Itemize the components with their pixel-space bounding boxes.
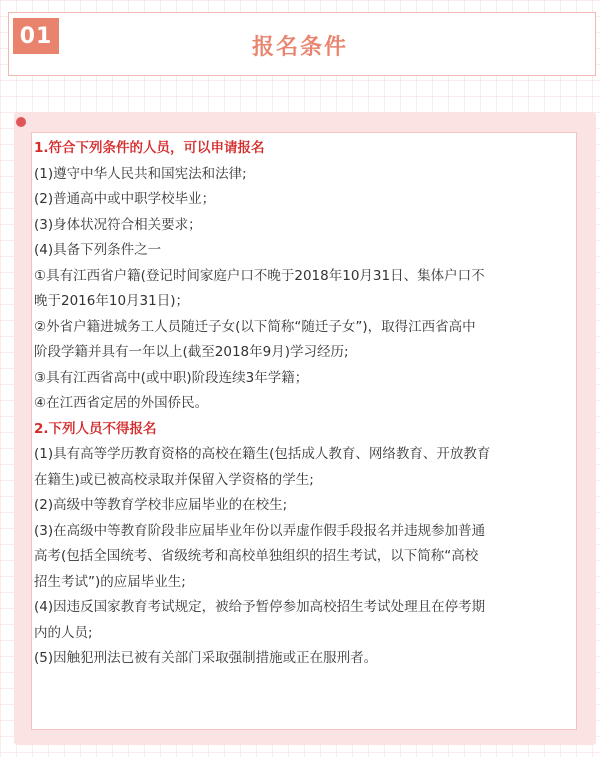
section-title: 报名条件: [251, 35, 348, 60]
text-line: (4)因违反国家教育考试规定，被给予暂停参加高校招生考试处理且在停考期: [34, 599, 486, 615]
text-line: 高考(包括全国统考、省级统考和高校单独组织的招生考试，以下简称“高校: [34, 548, 479, 564]
text-line: ④在江西省定居的外国侨民。: [34, 395, 209, 411]
text-line: ②外省户籍进城务工人员随迁子女(以下简称“随迁子女”)，取得江西省高中: [34, 318, 476, 335]
text-line: (5)因触犯刑法已被有关部门采取强制措施或正在服刑者。: [34, 650, 378, 666]
text-line: 阶段学籍并具有一年以上(截至2018年9月)学习经历;: [34, 344, 349, 360]
section-heading: 1.符合下列条件的人员，可以申请报名: [34, 140, 265, 156]
text-line: 内的人员;: [34, 624, 93, 641]
bullet-dot-icon: [16, 117, 26, 127]
text-line: ①具有江西省户籍(登记时间家庭户口不晚于2018年10月31日、集体户口不: [34, 267, 485, 284]
section-heading: 2.下列人员不得报名: [34, 420, 157, 437]
text-line: 晚于2016年10月31日)；: [34, 293, 189, 309]
text-line: 在籍生)或已被高校录取并保留入学资格的学生;: [34, 471, 314, 488]
text-line: 招生考试”)的应届毕业生;: [34, 573, 186, 590]
text-line: (3)身体状况符合相关要求；: [34, 216, 202, 233]
requirements-text: [34, 136, 578, 672]
text-line: (1)遵守中华人民共和国宪法和法律;: [34, 165, 247, 182]
section-number-badge: 01: [13, 18, 59, 54]
text-line: (2)高级中等教育学校非应届毕业的在校生;: [34, 497, 288, 513]
text-line: (2)普通高中或中职学校毕业；: [34, 191, 216, 207]
text-line: ③具有江西省高中(或中职)阶段连续3年学籍；: [34, 369, 309, 386]
text-line: (3)在高级中等教育阶段非应届毕业年份以弄虚作假手段报名并违规参加普通: [34, 522, 486, 539]
text-line: (1)具有高等学历教育资格的高校在籍生(包括成人教育、网络教育、开放教育: [34, 446, 491, 462]
text-line: (4)具备下列条件之一: [34, 242, 162, 258]
